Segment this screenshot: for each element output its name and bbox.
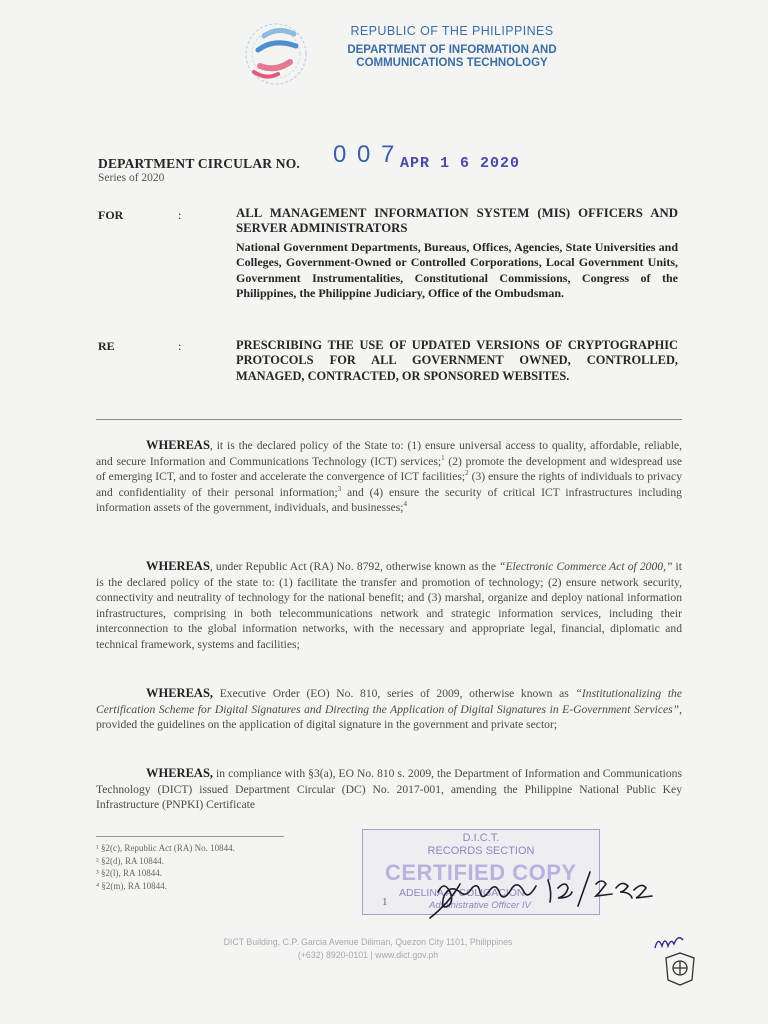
dict-seal-icon [660,950,700,988]
for-label: FOR [98,208,124,222]
handwritten-signature [420,862,660,922]
stamp-officer-name: ADELINA A. COLIGACION [399,887,525,899]
stamp-officer-title: Administrative Officer IV [429,900,531,911]
re-colon: : [178,339,182,353]
footer-address: DICT Building, C.P. Garcia Avenue Diliman, Quezon City 1101, Philippines [223,937,513,947]
whereas-paragraph-4: WHEREAS, in compliance with §3(a), EO No. 810 s. 2009, the Department of Information and Communications Technology (DICT) issued Department Circular (DC) No. 2017-001, amending the Philippine National Public Key Infrastructure (PNPKI) Certificate [96,766,682,812]
re-label: RE [98,339,115,353]
footer-contact: (+632) 8920-0101 | www.dict.gov.ph [297,950,439,960]
page-number: 1 [382,896,388,908]
page-footer [190,936,546,962]
re-subject: PRESCRIBING THE USE OF UPDATED VERSIONS OF CRYPTOGRAPHIC PROTOCOLS FOR ALL GOVERNMENT OWNED, CONTROLLED, MANAGED, CONTRACTED, OR SPONSORED WEBSITES. [236,338,678,383]
for-recipients: National Government Departments, Bureaus, Offices, Agencies, State Universities and Colleges, Government-Owned or Controlled Corporations, Local Government Units, Government Instrumentalities, Constitutional Commissions, Congress of the Philippines, the Philippine Judiciary, Office of the Ombudsman. [236,240,678,301]
circular-number: 0 0 7 [333,141,397,168]
handwritten-initials [652,930,686,952]
for-heading: ALL MANAGEMENT INFORMATION SYSTEM (MIS) OFFICERS AND SERVER ADMINISTRATORS [236,206,678,235]
for-colon: : [178,208,182,222]
circular-title: DEPARTMENT CIRCULAR NO. [98,156,301,171]
agency-header [332,24,572,70]
stamp-section: RECORDS SECTION [427,845,535,857]
footnote-4: ⁴ §2(m), RA 10844. [96,880,167,891]
footnotes [96,842,235,892]
footnote-2: ² §2(d), RA 10844. [96,855,164,866]
footnote-1: ¹ §2(c), Republic Act (RA) No. 10844. [96,843,235,853]
footnote-divider [96,836,284,837]
circular-series: Series of 2020 [98,172,165,184]
section-divider [96,419,682,420]
whereas-paragraph-1: WHEREAS, it is the declared policy of the State to: (1) ensure universal access to quality, affordable, reliable, and secure Information and Communications Technology (ICT) services;$^1$ (2) promote the development and widespread use of emerging ICT, and to foster and accelerate the convergence of ICT facilities;$^2$ (3) ensure the rights of individuals to privacy and confidentiality of their personal information;$^3$ and (4) ensure the security of critical ICT infrastructures including information assets of the government, individuals, and businesses;$^4$ [96,438,682,515]
whereas-paragraph-2: WHEREAS, under Republic Act (RA) No. 8792, otherwise known as the “Electronic Commerce Act of 2000,” it is the declared policy of the state to: (1) facilitate the transfer and promotion of technology; (2) ensure network security, connectivity and neutrality of technology for the national benefit; and (3) marshal, organize and deploy national information infrastructures, comprising in both telecommunications network and strategic information services, including their interconnection to the global information networks, with the necessary and appropriate legal, financial, diplomatic and technical framework, systems and facilities; [96,559,682,651]
stamp-certified-copy: CERTIFIED COPY [385,860,577,885]
republic-label: REPUBLIC OF THE PHILIPPINES [350,24,554,38]
footnote-3: ³ §2(l), RA 10844. [96,868,162,878]
circular-date-stamp: APR 1 6 2020 [400,155,521,172]
whereas-paragraph-3: WHEREAS, Executive Order (EO) No. 810, series of 2009, otherwise known as “Institutionalizing the Certification Scheme for Digital Signatures and Directing the Application of Digital Signatures in E-Government Services”, provided the guidelines on the application of digital signature in the government and private sector; [96,686,683,732]
stamp-agency: D.I.C.T. [462,832,500,844]
department-name-line1: DEPARTMENT OF INFORMATION AND [347,44,557,56]
dict-swirl-logo [234,20,332,88]
department-name-line2: COMMUNICATIONS TECHNOLOGY [356,57,548,69]
